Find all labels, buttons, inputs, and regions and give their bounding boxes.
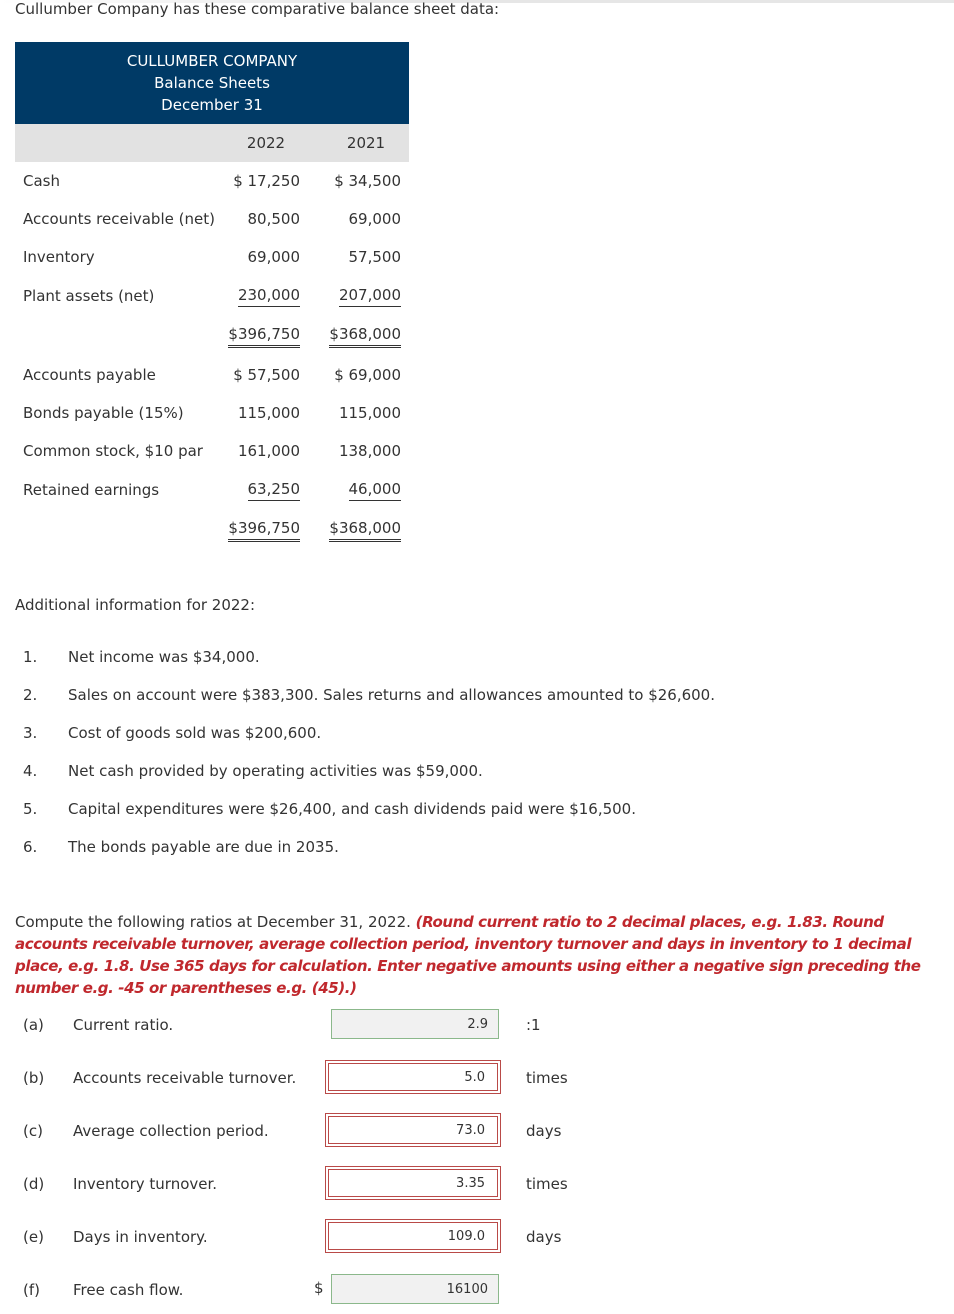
list-item-number: 5. xyxy=(23,800,38,818)
list-item-text: Sales on account were $383,300. Sales returns and allowances amounted to $26,600. xyxy=(68,686,715,704)
row-label: Retained earnings xyxy=(23,481,160,499)
free-cash-flow-input[interactable] xyxy=(331,1274,499,1304)
value-2021: 115,000 xyxy=(338,404,401,422)
list-item-number: 1. xyxy=(23,648,38,666)
unit-label: times xyxy=(526,1069,568,1087)
dollar-sign: $ xyxy=(314,1279,324,1297)
question-letter: (e) xyxy=(23,1228,44,1246)
list-item-text: The bonds payable are due in 2035. xyxy=(68,838,339,856)
input-value: 109.0 xyxy=(447,1229,485,1244)
question-letter: (f) xyxy=(23,1281,40,1299)
total-liabilities-2021: $368,000 xyxy=(329,519,401,542)
input-value: 3.35 xyxy=(456,1176,485,1191)
question-text: Accounts receivable turnover. xyxy=(73,1069,297,1087)
list-item-text: Net cash provided by operating activities was $59,000. xyxy=(68,762,483,780)
value-2022: 63,250 xyxy=(248,480,301,501)
row-label: Bonds payable (15%) xyxy=(23,404,184,422)
value-2022: 230,000 xyxy=(238,286,300,307)
question-letter: (b) xyxy=(23,1069,45,1087)
question-letter: (d) xyxy=(23,1175,45,1193)
year-2021-header: 2021 xyxy=(346,134,386,152)
instructions-emphasis: (Round current ratio to 2 decimal places, e.g. 1.83. Round accounts receivable turnover, average collection period, inventory turnover and days in inventory to 1 decimal place, e.g. 1.8. Use 365 days for calculation. Enter negative amounts using either a negative sign preceding the number e.g. -45 or parentheses e.g. (45).) xyxy=(15,913,921,997)
list-item-number: 3. xyxy=(23,724,38,742)
question-text: Inventory turnover. xyxy=(73,1175,218,1193)
value-2021: 46,000 xyxy=(349,480,402,501)
value-2021: 69,000 xyxy=(348,210,401,228)
instructions-text: Compute the following ratios at December 31, 2022. xyxy=(15,913,416,931)
inventory-turnover-input[interactable] xyxy=(325,1166,501,1200)
unit-label: :1 xyxy=(526,1016,541,1034)
value-2022: 80,500 xyxy=(247,210,300,228)
company-name: CULLUMBER COMPANY xyxy=(126,52,298,70)
list-item-text: Net income was $34,000. xyxy=(68,648,260,666)
list-item-number: 2. xyxy=(23,686,38,704)
value-2022: $ 17,250 xyxy=(233,172,300,190)
sheet-date: December 31 xyxy=(161,96,263,114)
year-2022-header: 2022 xyxy=(246,134,286,152)
unit-label: times xyxy=(526,1175,568,1193)
row-label: Accounts receivable (net) xyxy=(23,210,215,228)
row-label: Plant assets (net) xyxy=(23,287,155,305)
input-value: 73.0 xyxy=(456,1123,485,1138)
intro-text: Cullumber Company has these comparative balance sheet data: xyxy=(15,0,500,18)
instructions xyxy=(15,911,935,999)
unit-label: days xyxy=(526,1228,562,1246)
value-2021: 207,000 xyxy=(339,286,401,307)
list-item-number: 6. xyxy=(23,838,38,856)
sheet-subtitle: Balance Sheets xyxy=(154,74,270,92)
row-label: Inventory xyxy=(23,248,95,266)
question-letter: (a) xyxy=(23,1016,44,1034)
input-value: 2.9 xyxy=(467,1017,488,1032)
question-letter: (c) xyxy=(23,1122,43,1140)
value-2022: 69,000 xyxy=(247,248,300,266)
balance-sheet-header xyxy=(15,42,409,124)
unit-label: days xyxy=(526,1122,562,1140)
row-label: Common stock, $10 par xyxy=(23,442,203,460)
list-item-text: Cost of goods sold was $200,600. xyxy=(68,724,322,742)
value-2022: 115,000 xyxy=(237,404,300,422)
additional-info-heading: Additional information for 2022: xyxy=(15,596,256,614)
value-2022: 161,000 xyxy=(237,442,300,460)
question-text: Free cash flow. xyxy=(73,1281,184,1299)
row-label: Accounts payable xyxy=(23,366,156,384)
input-value: 16100 xyxy=(446,1282,488,1297)
question-text: Current ratio. xyxy=(73,1016,174,1034)
value-2021: $ 69,000 xyxy=(334,366,401,384)
input-value: 5.0 xyxy=(464,1070,485,1085)
row-label: Cash xyxy=(23,172,60,190)
total-assets-2022: $396,750 xyxy=(228,325,300,348)
current-ratio-input[interactable] xyxy=(331,1009,499,1039)
value-2021: $ 34,500 xyxy=(334,172,401,190)
total-liabilities-2022: $396,750 xyxy=(228,519,300,542)
value-2021: 138,000 xyxy=(338,442,401,460)
question-text: Days in inventory. xyxy=(73,1228,208,1246)
receivable-turnover-input[interactable] xyxy=(325,1060,501,1094)
list-item-number: 4. xyxy=(23,762,38,780)
list-item-text: Capital expenditures were $26,400, and cash dividends paid were $16,500. xyxy=(68,800,636,818)
value-2021: 57,500 xyxy=(348,248,401,266)
value-2022: $ 57,500 xyxy=(233,366,300,384)
total-assets-2021: $368,000 xyxy=(329,325,401,348)
days-in-inventory-input[interactable] xyxy=(325,1219,501,1253)
question-text: Average collection period. xyxy=(73,1122,269,1140)
collection-period-input[interactable] xyxy=(325,1113,501,1147)
